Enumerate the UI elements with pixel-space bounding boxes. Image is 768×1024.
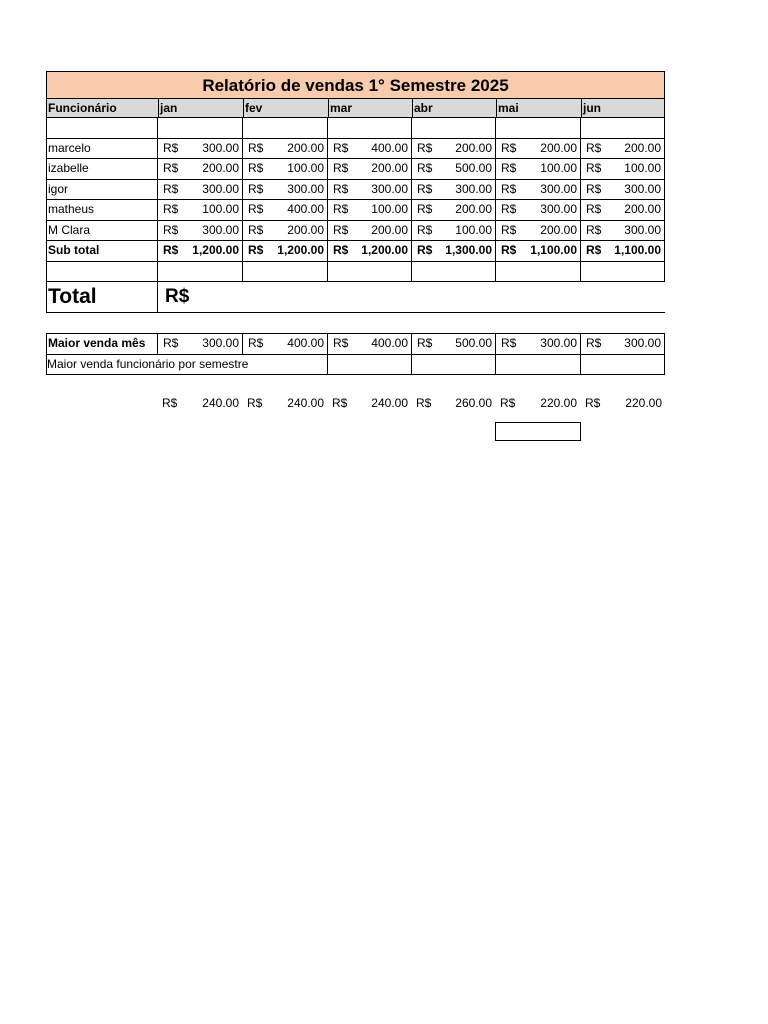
amount: 300.00 [624, 222, 661, 237]
amount: 100.00 [455, 222, 492, 237]
total-label[interactable]: Total [46, 282, 157, 312]
currency-symbol: R$ [417, 140, 433, 155]
sales-cell[interactable] [327, 139, 411, 159]
empty-cell[interactable] [327, 355, 411, 375]
empty-cell[interactable] [580, 262, 665, 282]
amount: 1,200.00 [277, 243, 324, 257]
currency-symbol: R$ [586, 222, 602, 237]
empty-cell[interactable] [495, 355, 580, 375]
total-value[interactable]: R$ [157, 282, 665, 312]
currency-symbol: R$ [586, 181, 602, 196]
header-month-mai[interactable]: mai [496, 99, 581, 117]
currency-symbol: R$ [333, 161, 349, 175]
currency-symbol: R$ [586, 336, 602, 350]
empty-cell[interactable] [411, 355, 495, 375]
amount: 200.00 [455, 202, 492, 216]
empty-cell[interactable] [495, 262, 580, 282]
currency-symbol: R$ [417, 202, 433, 216]
empty-cell[interactable] [157, 118, 242, 138]
header-row [46, 99, 665, 118]
header-month-jan[interactable]: jan [158, 99, 243, 117]
currency-symbol: R$ [248, 336, 264, 350]
amount: 400.00 [287, 202, 324, 216]
sales-cell[interactable] [411, 200, 495, 220]
amount: 200.00 [540, 140, 577, 155]
header-month-fev[interactable]: fev [243, 99, 328, 117]
currency-symbol: R$ [247, 396, 263, 410]
max-employee-label[interactable]: Maior venda funcionário por semestre [47, 356, 249, 371]
currency-symbol: R$ [586, 140, 602, 155]
sales-cell[interactable] [495, 180, 580, 200]
currency-symbol: R$ [501, 222, 517, 237]
max-month-row [46, 333, 665, 355]
currency-symbol: R$ [163, 336, 179, 350]
max-month-cell[interactable] [580, 334, 665, 354]
employee-row [46, 200, 665, 221]
currency-symbol: R$ [163, 140, 179, 155]
amount: 300.00 [624, 336, 661, 350]
max-month-label[interactable]: Maior venda mês [46, 334, 157, 354]
currency-symbol: R$ [500, 396, 516, 410]
amount: 400.00 [287, 336, 324, 350]
amount: 300.00 [202, 336, 239, 350]
max-month-cell[interactable] [495, 334, 580, 354]
currency-symbol: R$ [248, 161, 264, 175]
empty-cell[interactable] [411, 118, 495, 138]
amount: 200.00 [624, 202, 661, 216]
sales-cell[interactable] [495, 200, 580, 220]
header-employee[interactable]: Funcionário [48, 101, 117, 115]
currency-symbol: R$ [248, 140, 264, 155]
amount: 300.00 [540, 202, 577, 216]
average-cell[interactable] [495, 394, 580, 414]
amount: 400.00 [371, 140, 408, 155]
employee-name[interactable]: igor [46, 180, 157, 200]
empty-cell[interactable] [495, 118, 580, 138]
currency-symbol: R$ [501, 202, 517, 216]
currency-symbol: R$ [163, 243, 179, 257]
amount: 300.00 [202, 222, 239, 237]
employee-name[interactable]: M Clara [46, 221, 157, 241]
subtotal-cell[interactable] [495, 241, 580, 261]
empty-cell-box[interactable] [495, 422, 581, 441]
empty-cell[interactable] [157, 262, 242, 282]
empty-cell[interactable] [327, 262, 411, 282]
max-employee-row [46, 355, 665, 376]
currency-symbol: R$ [417, 222, 433, 237]
sales-cell[interactable] [157, 180, 242, 200]
currency-symbol: R$ [586, 161, 602, 175]
currency-symbol: R$ [586, 202, 602, 216]
employee-row [46, 221, 665, 242]
currency-symbol: R$ [501, 161, 517, 175]
amount: 100.00 [371, 202, 408, 216]
sales-cell[interactable] [157, 200, 242, 220]
amount: 300.00 [371, 181, 408, 196]
currency-symbol: R$ [501, 336, 517, 350]
currency-symbol: R$ [333, 181, 349, 196]
sales-cell[interactable] [495, 159, 580, 179]
spacer-row [46, 313, 665, 333]
empty-cell[interactable] [242, 262, 327, 282]
amount: 240.00 [202, 396, 239, 410]
blank-row [46, 262, 665, 283]
amount: 300.00 [624, 181, 661, 196]
currency-symbol: R$ [417, 336, 433, 350]
amount: 200.00 [371, 222, 408, 237]
average-row [46, 394, 665, 414]
amount: 1,100.00 [614, 243, 661, 257]
currency-symbol: R$ [501, 181, 517, 196]
amount: 200.00 [624, 140, 661, 155]
empty-cell[interactable] [242, 118, 327, 138]
max-month-cell[interactable] [411, 334, 495, 354]
sales-cell[interactable] [327, 180, 411, 200]
sales-cell[interactable] [411, 139, 495, 159]
sales-cell[interactable] [327, 221, 411, 241]
currency-symbol: R$ [333, 222, 349, 237]
sales-cell[interactable] [242, 180, 327, 200]
currency-symbol: R$ [248, 181, 264, 196]
subtotal-row [46, 241, 665, 262]
total-row [46, 282, 665, 313]
amount: 200.00 [202, 161, 239, 175]
average-cell[interactable] [411, 394, 495, 414]
currency-symbol: R$ [586, 243, 602, 257]
amount: 220.00 [540, 396, 577, 410]
amount: 1,100.00 [530, 243, 577, 257]
header-month-abr[interactable]: abr [412, 99, 496, 117]
currency-symbol: R$ [162, 396, 178, 410]
subtotal-cell[interactable] [327, 241, 411, 261]
subtotal-label[interactable]: Sub total [46, 241, 157, 261]
amount: 200.00 [371, 161, 408, 175]
currency-symbol: R$ [416, 396, 432, 410]
employee-name[interactable]: izabelle [46, 159, 157, 179]
amount: 240.00 [371, 396, 408, 410]
header-month-jun[interactable]: jun [581, 99, 666, 117]
currency-symbol: R$ [163, 181, 179, 196]
currency-symbol: R$ [163, 222, 179, 237]
sales-cell[interactable] [580, 139, 665, 159]
amount: 200.00 [540, 222, 577, 237]
amount: 100.00 [624, 161, 661, 175]
amount: 300.00 [455, 181, 492, 196]
amount: 200.00 [287, 222, 324, 237]
title-row [46, 71, 665, 99]
employee-row [46, 180, 665, 201]
sales-cell[interactable] [242, 200, 327, 220]
sales-cell[interactable] [242, 139, 327, 159]
sales-cell[interactable] [495, 221, 580, 241]
max-month-cell[interactable] [242, 334, 327, 354]
amount: 200.00 [455, 140, 492, 155]
empty-cell[interactable] [580, 118, 665, 138]
amount: 300.00 [202, 140, 239, 155]
empty-cell[interactable] [327, 118, 411, 138]
sales-cell[interactable] [157, 221, 242, 241]
spacer-row [46, 375, 665, 394]
employee-name[interactable]: marcelo [46, 139, 157, 159]
report-title[interactable]: Relatório de vendas 1° Semestre 2025 [202, 76, 509, 95]
sales-cell[interactable] [411, 159, 495, 179]
amount: 1,200.00 [192, 243, 239, 257]
currency-symbol: R$ [163, 202, 179, 216]
amount: 1,300.00 [445, 243, 492, 257]
empty-cell[interactable] [46, 118, 157, 138]
empty-cell[interactable] [580, 355, 665, 375]
subtotal-cell[interactable] [157, 241, 242, 261]
currency-symbol: R$ [417, 161, 433, 175]
amount: 1,200.00 [361, 243, 408, 257]
currency-symbol: R$ [501, 243, 517, 257]
sales-cell[interactable] [157, 139, 242, 159]
employee-row [46, 159, 665, 180]
sales-cell[interactable] [411, 180, 495, 200]
sales-cell[interactable] [157, 159, 242, 179]
sales-cell[interactable] [580, 180, 665, 200]
sales-cell[interactable] [580, 221, 665, 241]
empty-cell[interactable] [411, 262, 495, 282]
subtotal-cell[interactable] [580, 241, 665, 261]
amount: 500.00 [455, 161, 492, 175]
max-month-cell[interactable] [157, 334, 242, 354]
currency-symbol: R$ [248, 202, 264, 216]
amount: 300.00 [202, 181, 239, 196]
amount: 200.00 [287, 140, 324, 155]
max-month-cell[interactable] [327, 334, 411, 354]
currency-symbol: R$ [333, 336, 349, 350]
currency-symbol: R$ [163, 161, 179, 175]
subtotal-cell[interactable] [242, 241, 327, 261]
employee-name[interactable]: matheus [46, 200, 157, 220]
amount: 300.00 [287, 181, 324, 196]
subtotal-cell[interactable] [411, 241, 495, 261]
average-cell[interactable] [242, 394, 327, 414]
amount: 100.00 [287, 161, 324, 175]
currency-symbol: R$ [332, 396, 348, 410]
sales-cell[interactable] [327, 159, 411, 179]
currency-symbol: R$ [501, 140, 517, 155]
average-cell[interactable] [157, 394, 242, 414]
amount: 100.00 [202, 202, 239, 216]
sales-cell[interactable] [495, 139, 580, 159]
spreadsheet [46, 71, 665, 414]
average-cell[interactable] [580, 394, 665, 414]
amount: 500.00 [455, 336, 492, 350]
amount: 260.00 [455, 396, 492, 410]
currency-symbol: R$ [585, 396, 601, 410]
empty-cell[interactable] [46, 262, 157, 282]
sales-cell[interactable] [580, 159, 665, 179]
amount: 300.00 [540, 181, 577, 196]
amount: 220.00 [625, 396, 662, 410]
sales-cell[interactable] [411, 221, 495, 241]
amount: 240.00 [287, 396, 324, 410]
sales-cell[interactable] [580, 200, 665, 220]
employee-row [46, 139, 665, 160]
currency-symbol: R$ [417, 181, 433, 196]
currency-symbol: R$ [333, 202, 349, 216]
sales-cell[interactable] [242, 221, 327, 241]
amount: 300.00 [540, 336, 577, 350]
amount: 400.00 [371, 336, 408, 350]
currency-symbol: R$ [417, 243, 433, 257]
blank-row [46, 118, 665, 139]
average-cell[interactable] [327, 394, 411, 414]
currency-symbol: R$ [333, 140, 349, 155]
sales-cell[interactable] [242, 159, 327, 179]
sales-cell[interactable] [327, 200, 411, 220]
currency-symbol: R$ [248, 222, 264, 237]
currency-symbol: R$ [333, 243, 349, 257]
header-month-mar[interactable]: mar [328, 99, 412, 117]
currency-symbol: R$ [248, 243, 264, 257]
amount: 100.00 [540, 161, 577, 175]
